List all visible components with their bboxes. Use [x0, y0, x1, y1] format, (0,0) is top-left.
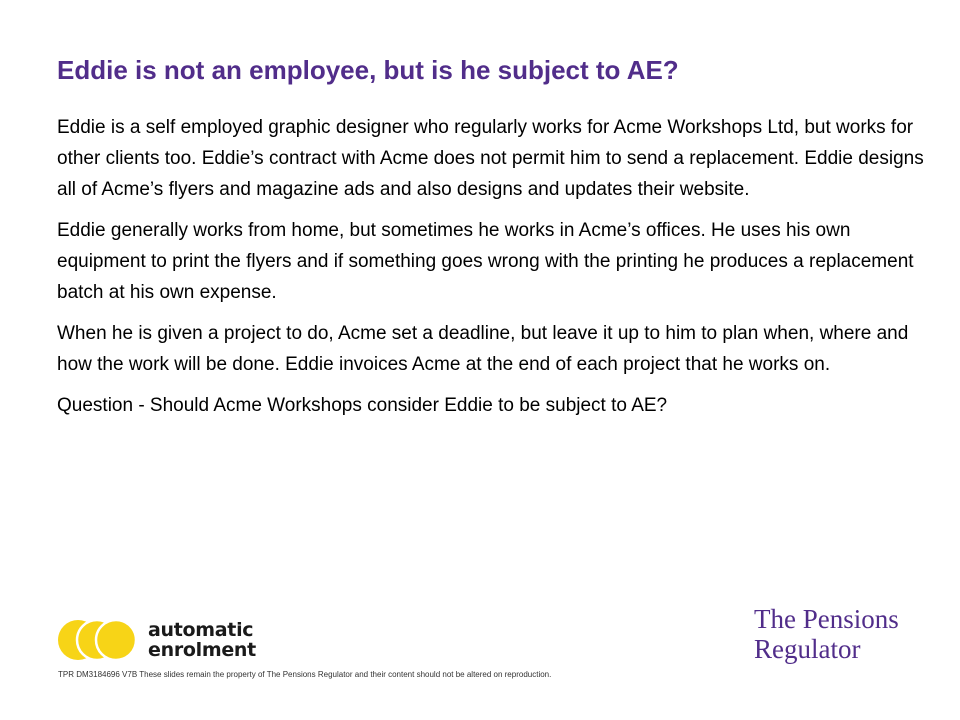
slide-title: Eddie is not an employee, but is he subject to AE?: [57, 55, 679, 85]
paragraph-3: When he is given a project to do, Acme set a deadline, but leave it up to him to plan when, where and how the work will be done. Eddie invoices Acme at the end of each project that he works on.: [57, 323, 909, 375]
question-paragraph: Question - Should Acme Workshops consider Eddie to be subject to AE?: [57, 395, 668, 416]
ae-logo-word-automatic: automatic: [148, 619, 254, 641]
ae-circles-icon: [56, 616, 140, 664]
tpr-logo-line1: The Pensions: [754, 604, 899, 634]
slide-body: [57, 112, 929, 431]
paragraph-1: Eddie is a self employed graphic designer who regularly works for Acme Workshops Ltd, but works for other clients too. Eddie’s contract with Acme does not permit him to send a replacement. Eddie designs all of Acme’s flyers and magazine ads and also designs and updates their website.: [57, 117, 924, 200]
ae-logo-word-enrolment: enrolment: [148, 639, 256, 661]
tpr-logo-line2: Regulator: [754, 634, 861, 664]
automatic-enrolment-logo: [56, 616, 256, 666]
paragraph-2: Eddie generally works from home, but sometimes he works in Acme’s offices. He uses his own equipment to print the flyers and if something goes wrong with the printing he produces a replacement batch at his own expense.: [57, 220, 914, 303]
copyright-footnote: TPR DM3184696 V7B These slides remain the property of The Pensions Regulator and their content should not be altered on reproduction.: [58, 670, 552, 679]
pensions-regulator-logo: [754, 604, 944, 664]
